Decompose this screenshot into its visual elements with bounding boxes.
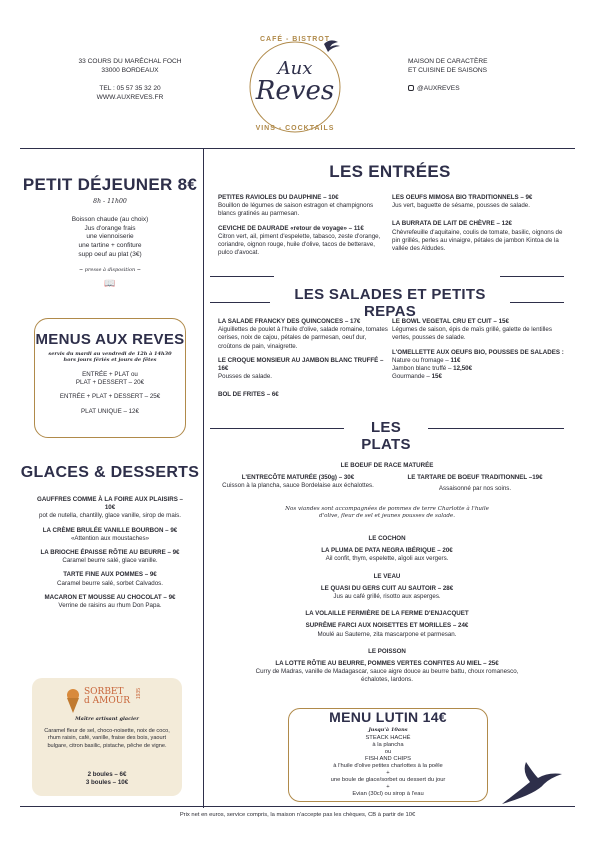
dessert-name: GAUFFRES COMME À LA FOIRE AUX PLAISIRS – 10€	[37, 496, 183, 512]
plat-name: LE TARTARE DE BOEUF TRADITIONNEL –19€	[407, 474, 543, 481]
dessert-name: LA BRIOCHE ÉPAISSE RÔTIE AU BEURRE – 9€	[40, 548, 180, 556]
dessert-desc: «Attention aux moustaches»	[70, 534, 150, 542]
plat-desc: Cuisson à la plancha, sauce Bordelaise aux échalottes.	[222, 482, 374, 490]
breakfast-hours: 8h - 11h00	[93, 198, 127, 205]
tagline-1: MAISON DE CARACTÈRE	[408, 58, 488, 65]
column-divider	[203, 148, 204, 808]
plats-category: LE VEAU	[373, 572, 401, 580]
omelette-option: Jambon blanc truffé –	[392, 364, 454, 372]
menu-option-3: PLAT UNIQUE – 12€	[81, 407, 139, 415]
plat-name: L'ENTRECÔTE MATURÉE (350g) – 30€	[241, 474, 355, 481]
plats-category: LA VOLAILLE FERMIÈRE DE LA FERME D'ENJACQUET	[305, 610, 469, 618]
logo	[236, 28, 354, 146]
accompaniment-note: Nos viandes sont accompagnées de pommes de terre Charlotte à l'huile	[285, 506, 489, 512]
dessert-desc: pot de nutella, chantilly, glace vanille, sirop de mais.	[39, 512, 181, 520]
menus-title: MENUS AUX REVES	[35, 331, 185, 348]
dessert-desc: Caramel beurre salé, sorbet Calvados.	[57, 579, 163, 587]
lutin-line: une boule de glace/sorbet ou dessert du jour	[330, 776, 446, 783]
plats-title: LES PLATS	[361, 419, 411, 453]
lutin-title: MENU LUTIN 14€	[323, 709, 453, 725]
menus-box	[34, 318, 186, 438]
dessert-name: MACARON ET MOUSSE AU CHOCOLAT – 9€	[44, 593, 176, 601]
tagline-2: ET CUISINE DE SAISONS	[408, 66, 488, 74]
lutin-line: à l'huile d'olive petites charlottes à la poêle	[333, 762, 443, 769]
sorbet-brand-1: SORBET	[84, 687, 124, 697]
plat-desc: échalotes, lardons.	[361, 676, 413, 684]
salade-desc: Pousses de salade.	[218, 373, 273, 381]
salade-name: BOL DE FRITES – 6€	[218, 391, 279, 399]
plats-list	[210, 462, 564, 470]
breakfast-items	[20, 216, 200, 259]
lutin-line: FISH AND CHIPS	[364, 755, 412, 762]
plat-name: LA LOTTE RÔTIE AU BEURRE, POMMES VERTES CONFITES AU MIEL – 25€	[275, 659, 499, 667]
menu-option-1b: PLAT + DESSERT – 20€	[75, 379, 145, 387]
desserts-section	[20, 464, 200, 610]
omelette-option: Gourmande –	[392, 373, 432, 381]
plat-name: SUPRÊME FARCI AUX NOISETTES ET MORILLES – 24€	[305, 622, 469, 630]
logo-top-text: CAFÉ - BISTROT	[260, 36, 330, 43]
plat-desc: Moulé au Sauterne, zita mascarpone et parmesan.	[317, 630, 457, 638]
entree-desc: Bouillon de légumes de saison estragon et champignons blancs gratinés au parmesan.	[218, 202, 374, 218]
divider	[210, 428, 344, 429]
instagram[interactable]	[408, 85, 548, 94]
salades-title: LES SALADES ET PETITS REPAS	[294, 286, 486, 320]
omelette-price: 15€	[431, 373, 442, 381]
breakfast-item: Boisson chaude (au choix)	[71, 216, 149, 224]
divider	[210, 302, 270, 303]
sorbet-brand	[84, 688, 130, 707]
entree-name: LES OEUFS MIMOSA BIO TRADITIONNELS – 9€	[392, 194, 533, 201]
logo-aux: Aux	[277, 58, 313, 79]
breakfast-note: ~ presse à disposition ~	[79, 267, 141, 274]
lutin-line: STEACK HACHÉ	[365, 735, 411, 741]
divider	[510, 302, 564, 303]
menu-option-2: ENTRÉE + PLAT + DESSERT – 25€	[59, 393, 161, 401]
plat-name: LE QUASI DU GERS CUIT AU SAUTOIR – 28€	[320, 584, 454, 592]
accompaniment-note: d'olive, fleur de sel et jeunes pousses de salade.	[318, 513, 456, 520]
plat-name: LA PLUMA DE PATA NEGRA IBÉRIQUE – 20€	[321, 547, 453, 555]
plats-category: LE COCHON	[368, 535, 406, 542]
menus-exceptions: hors jours fériés et jours de fêtes	[63, 357, 157, 363]
entree-name: PETITES RAVIOLES DU DAUPHINE – 10€	[218, 194, 339, 201]
sorbet-sub: Maître artisant glacier	[75, 716, 139, 722]
plat-desc: Curry de Madras, vanille de Madagascar, sauce aigre douce au beurre battu, choux romanesco,	[255, 668, 519, 676]
top-rule	[20, 148, 575, 149]
sorbet-price-3: 3 boules – 10€	[85, 779, 129, 786]
lutin-box	[288, 708, 488, 802]
omelette-price: 11€	[450, 356, 461, 364]
omelette-price: 12,50€	[453, 364, 473, 372]
lutin-line: à la plancha	[372, 741, 404, 748]
salade-name: LE BOWL VEGETAL CRU ET CUIT – 15€	[392, 318, 509, 325]
phone: TEL : 05 57 35 32 20	[99, 85, 161, 93]
bird-icon	[500, 760, 564, 806]
instagram-icon	[408, 85, 414, 91]
sorbet-price-2: 2 boules – 6€	[87, 771, 127, 778]
logo-reves: Reves	[255, 76, 335, 106]
plats-category: LE BOEUF DE RACE MATURÉE	[340, 462, 434, 469]
breakfast-item: une viennoiserie	[86, 233, 134, 241]
divider	[428, 428, 564, 429]
footer-note: Prix net en euros, service compris, la maison n'accepte pas les chèques, CB à partir de 10€	[179, 812, 416, 818]
breakfast-title: PETIT DÉJEUNER 8€	[22, 175, 198, 194]
sorbet-flavors: Caramel fleur de sel, choco-noisette, noix de coco, rhum raisin, café, vanille, fraise des bois, yaourt bulgare, citron basilic, pistache, pêche de vigne.	[44, 728, 170, 749]
divider	[500, 276, 564, 277]
dessert-desc: Caramel beurre salé, glace vanille.	[62, 557, 158, 565]
plats-category: LE POISSON	[368, 647, 406, 655]
salade-desc: Légumes de saison, épis de maïs grillé, galette de lentilles vertes, pousses de salade.	[392, 326, 552, 342]
entree-name: LA BURRATA DE LAIT DE CHÈVRE – 12€	[392, 220, 512, 228]
omelette-option: Nature ou fromage –	[392, 356, 451, 364]
address-city: 33000 BORDEAUX	[101, 66, 159, 74]
entree-desc: Chèvrefeuille d'aquitaine, coulis de tomate, basilic, oignons de pin grillés, perles au vinaigre, pétales de jambon Kintoa de la vallée des Aldudes.	[392, 228, 563, 252]
menus-hours: servis du mardi au vendredi de 12h à 14h30	[48, 351, 172, 357]
menu-option-1a: ENTRÉE + PLAT ou	[82, 371, 138, 378]
breakfast-item: une tartine + confiture	[78, 241, 142, 249]
entree-desc: Jus vert, baguette de sésame, pousses de salade.	[392, 202, 530, 210]
breakfast-section	[20, 175, 200, 289]
lutin-line: ou	[384, 748, 392, 755]
entree-desc: Citron vert, ail, piment d'espelette, tabasco, zeste d'orange, coriandre, oignon rouge, huile d'olive, tacos de betterave, pulco d'avocat.	[218, 232, 381, 257]
address	[50, 58, 210, 103]
salade-desc: Aiguillettes de poulet à l'huile d'olive, salade romaine, tomates cerises, noix de cajou, pétales de parmesan, oeuf dur, croûtons de pain, vinaigrette.	[218, 326, 388, 350]
plat-desc: Ail confit, thym, espelette, aïgoli aux vergers.	[325, 555, 449, 563]
lutin-line: Evian (30cl) ou sirop à l'eau	[352, 790, 424, 797]
bottom-rule	[20, 806, 575, 807]
lutin-line: +	[386, 783, 390, 790]
instagram-handle[interactable]: @AUXREVES	[417, 85, 460, 93]
book-icon: 📖	[104, 277, 116, 288]
entree-name: CEVICHE DE DAURADE «retour de voyage» – 11€	[218, 224, 364, 232]
sorbet-since: 1935	[136, 688, 142, 700]
lutin-line: +	[386, 769, 390, 776]
dessert-desc: Verrine de raisins au rhum Don Papa.	[58, 601, 162, 609]
plat-desc: Assaisonné par nos soins.	[438, 485, 512, 493]
breakfast-item: Jus d'orange frais	[84, 224, 136, 232]
desserts-title: GLACES & DESSERTS	[20, 464, 200, 481]
dessert-name: LA CRÈME BRULÉE VANILLE BOURBON – 9€	[42, 526, 178, 534]
website-link[interactable]: WWW.AUXREVES.FR	[96, 94, 164, 102]
entrees-title: LES ENTRÉES	[329, 162, 451, 181]
divider	[210, 276, 274, 277]
address-line: 33 COURS DU MARÉCHAL FOCH	[78, 58, 182, 65]
plat-desc: Jus au café grillé, risotto aux asperges.	[333, 592, 441, 600]
sorbet-box	[32, 678, 182, 796]
salade-name: L'OMELLETTE AUX OEUFS BIO, POUSSES DE SALADES :	[392, 348, 564, 356]
sorbet-brand-2: d AMOUR	[84, 696, 131, 707]
salade-name: LE CROQUE MONSIEUR AU JAMBON BLANC TRUFFÉ – 16€	[218, 356, 384, 372]
tagline	[408, 58, 548, 94]
salade-name: LA SALADE FRANCKY DES QUINCONCES – 17€	[218, 318, 361, 325]
logo-bottom-text: VINS - COCKTAILS	[255, 125, 335, 132]
breakfast-item: supp oeuf au plat (3€)	[78, 250, 142, 258]
lutin-age: Jusqu'à 10ans	[368, 727, 408, 733]
dessert-name: TARTE FINE AUX POMMES – 9€	[63, 571, 157, 579]
ice-cream-icon	[64, 688, 82, 714]
